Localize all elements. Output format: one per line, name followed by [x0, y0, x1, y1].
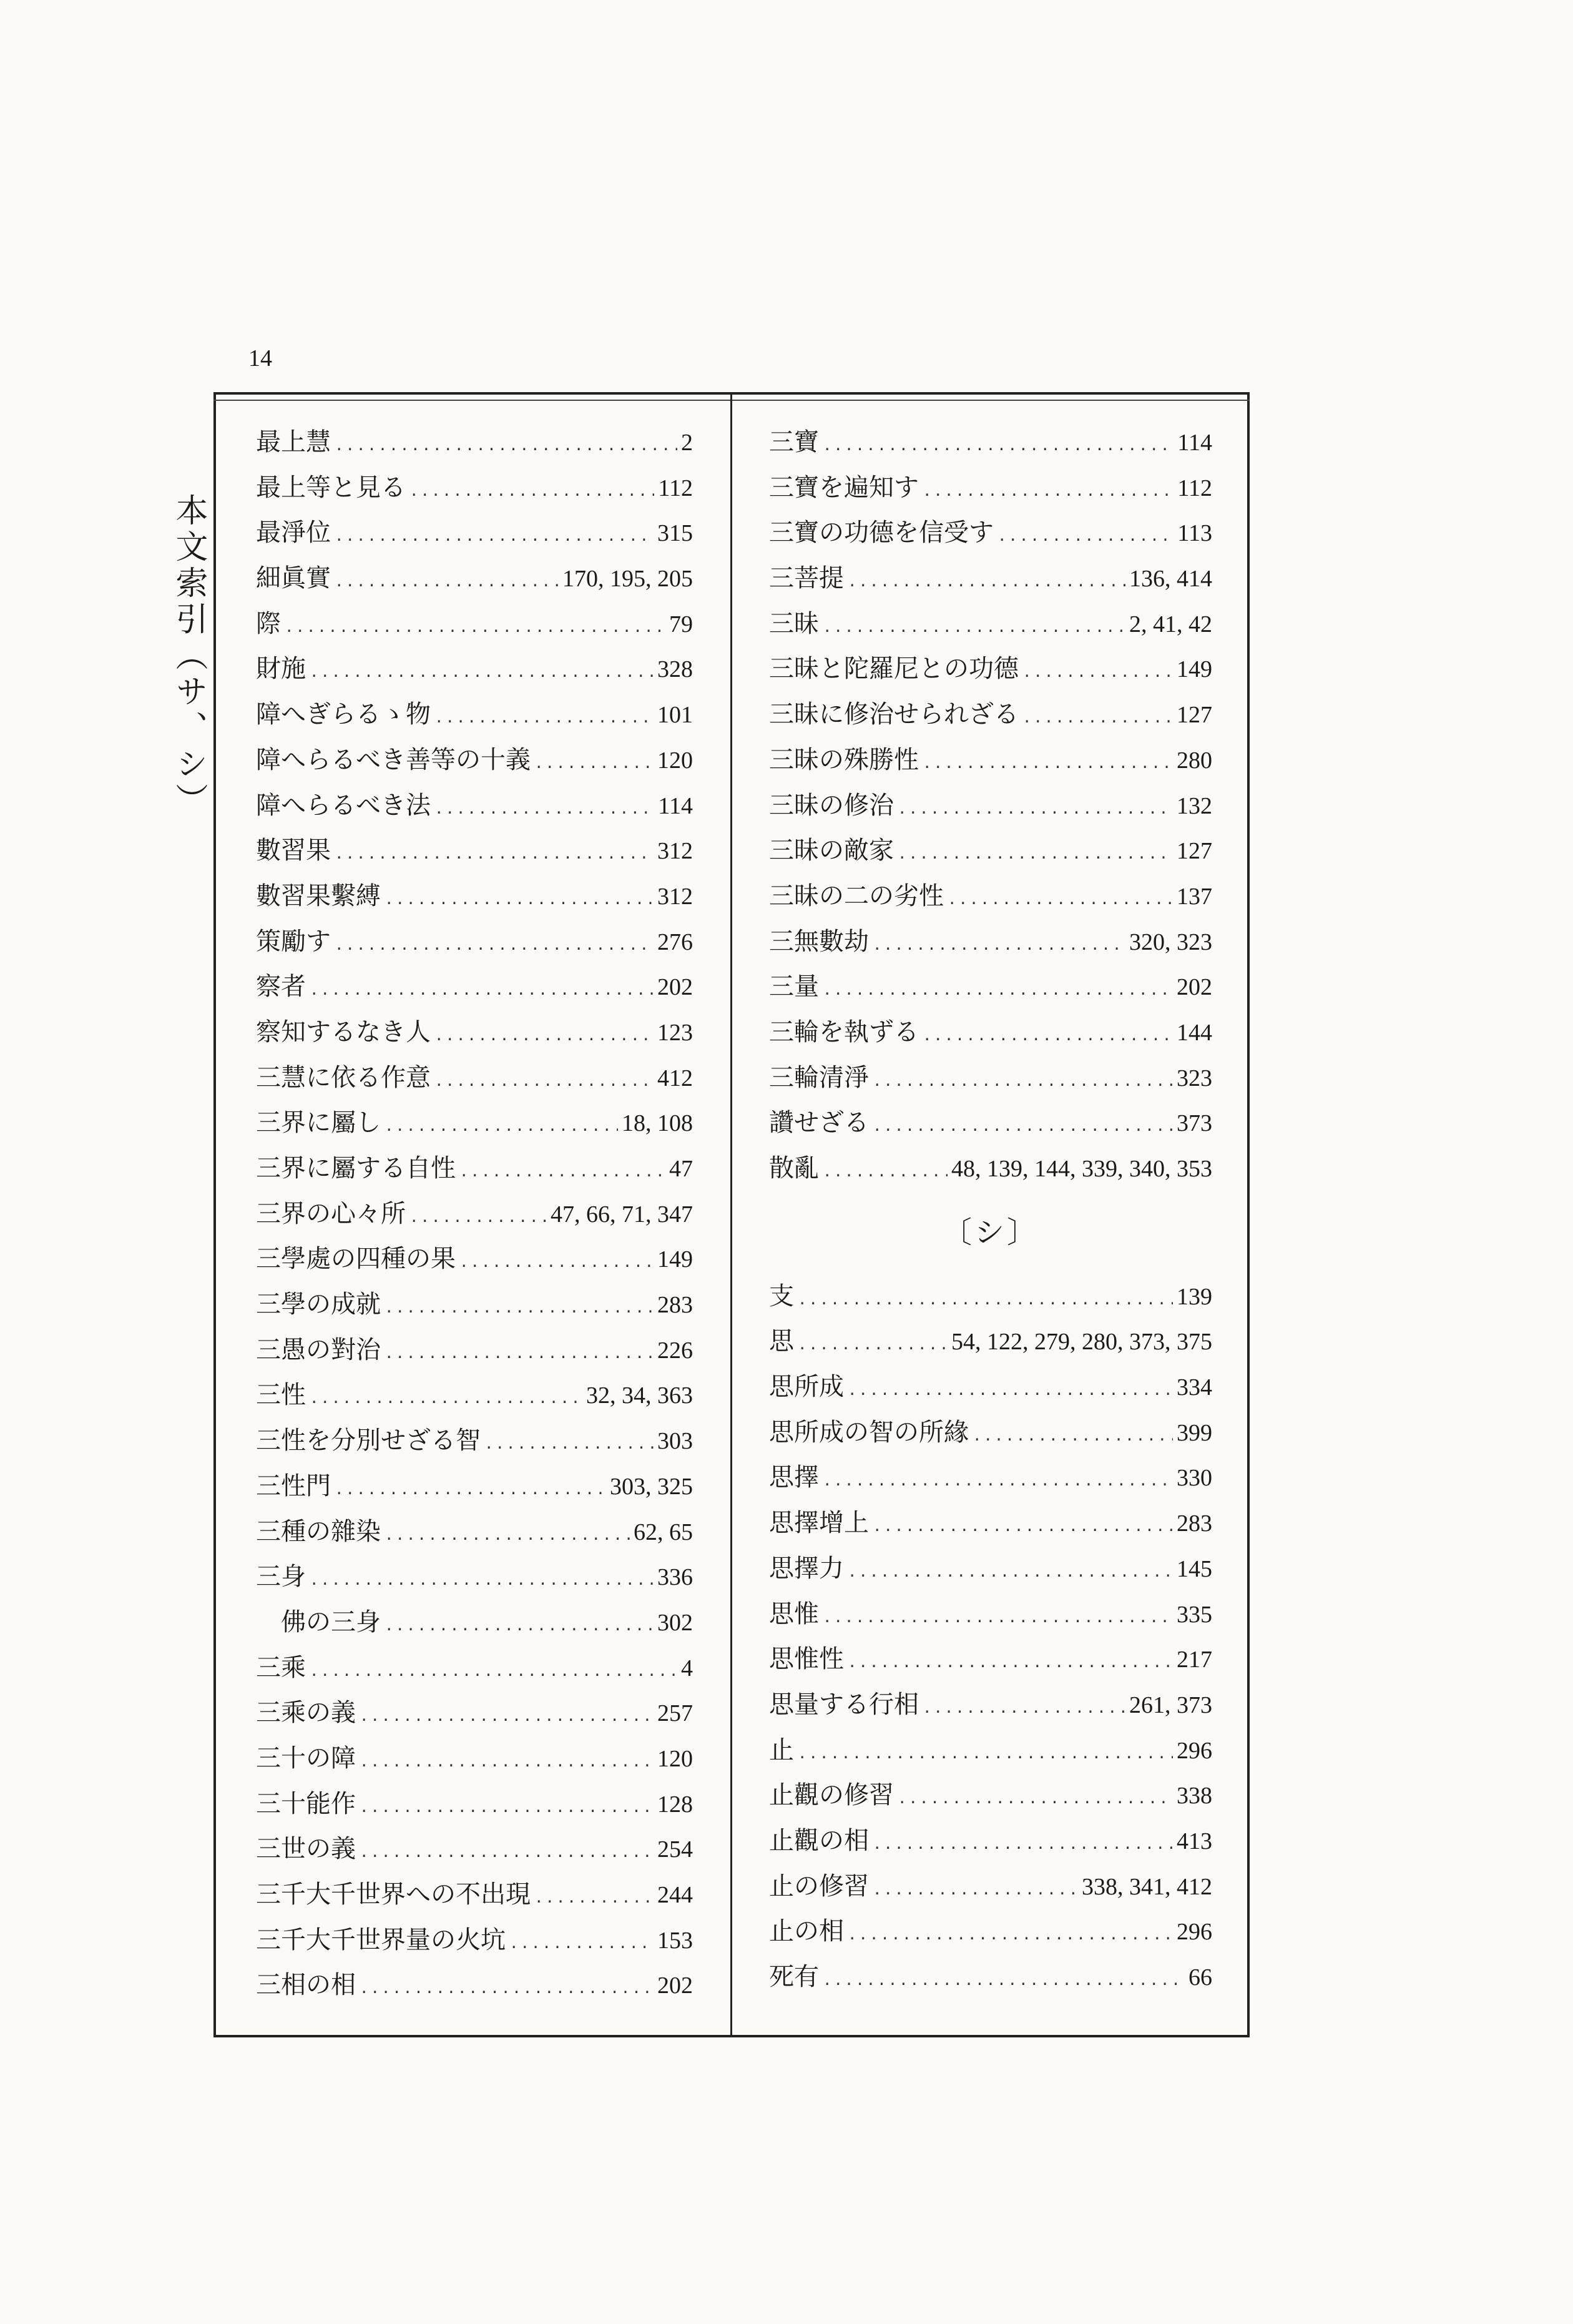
index-entry — [256, 1962, 693, 2008]
index-entry — [256, 601, 693, 647]
dot-leader — [923, 468, 1174, 514]
index-entry — [256, 1055, 693, 1101]
dot-leader — [823, 1149, 948, 1194]
index-entry — [256, 1372, 693, 1418]
index-entry — [256, 1736, 693, 1781]
index-page-numbers: 4 — [681, 1655, 693, 1681]
index-entry — [769, 1319, 1212, 1364]
index-entry — [256, 556, 693, 601]
index-term: 思所成 — [769, 1372, 844, 1402]
index-page-numbers: 320, 323 — [1129, 928, 1212, 955]
index-page-numbers: 47 — [669, 1156, 693, 1182]
index-entry — [769, 1146, 1212, 1191]
dot-leader — [509, 1921, 654, 1966]
index-term: 三學の成就 — [256, 1290, 381, 1319]
index-page-numbers: 244 — [657, 1882, 693, 1908]
index-entry — [256, 783, 693, 829]
index-page-numbers: 338, 341, 412 — [1082, 1873, 1212, 1900]
dot-leader — [948, 877, 1173, 922]
index-page-numbers: 312 — [657, 838, 693, 865]
index-entry — [256, 1509, 693, 1555]
dot-leader — [534, 1875, 654, 1921]
index-entry — [769, 1728, 1212, 1773]
index-entry — [769, 1364, 1212, 1410]
index-page-numbers: 114 — [1177, 430, 1212, 456]
page-number: 14 — [248, 345, 272, 372]
dot-leader — [310, 967, 654, 1013]
dot-leader — [360, 1739, 654, 1785]
index-page-numbers: 283 — [657, 1292, 693, 1319]
index-page-numbers: 334 — [1177, 1374, 1212, 1401]
index-term: 思 — [769, 1327, 794, 1356]
index-page-numbers: 128 — [657, 1791, 693, 1818]
index-entry — [256, 1690, 693, 1736]
index-entry — [256, 510, 693, 556]
dot-leader — [798, 1731, 1173, 1776]
index-page-numbers: 373 — [1177, 1110, 1212, 1137]
index-entry — [256, 1100, 693, 1146]
index-page-numbers: 136, 414 — [1129, 566, 1212, 593]
dot-leader — [798, 1277, 1173, 1322]
dot-leader — [848, 1549, 1173, 1595]
dot-leader — [823, 1957, 1185, 2003]
index-entry — [256, 1600, 693, 1645]
index-entry — [256, 964, 693, 1010]
index-entry — [769, 1010, 1212, 1055]
index-term: 佛の三身 — [281, 1607, 381, 1637]
index-term: 細眞實 — [256, 564, 331, 593]
index-term: 察知するなき人 — [256, 1017, 431, 1046]
dot-leader — [973, 1413, 1173, 1459]
index-term: 止 — [769, 1735, 794, 1765]
dot-leader — [1022, 649, 1173, 695]
index-entry — [256, 828, 693, 874]
index-term: 三學處の四種の果 — [256, 1244, 456, 1274]
dot-leader — [873, 1058, 1173, 1104]
index-page-numbers: 336 — [657, 1564, 693, 1591]
index-term: 際 — [256, 609, 281, 638]
dot-leader — [923, 1685, 1125, 1731]
index-term: 止觀の相 — [769, 1826, 869, 1855]
index-term: 障へらるべき善等の十義 — [256, 745, 531, 774]
index-page-numbers: 112 — [1177, 475, 1212, 501]
index-entry — [256, 1010, 693, 1055]
index-entry — [256, 1918, 693, 1963]
index-entry — [256, 1191, 693, 1237]
index-term: 三愚の對治 — [256, 1335, 381, 1364]
index-entry — [769, 1055, 1212, 1101]
index-term: 三身 — [256, 1562, 306, 1592]
index-term: 三界に屬し — [256, 1108, 381, 1138]
index-page-numbers: 144 — [1177, 1019, 1212, 1046]
index-term: 思惟 — [769, 1599, 819, 1628]
index-entry — [769, 1637, 1212, 1682]
index-term: 死有 — [769, 1962, 819, 1991]
dot-leader — [923, 1013, 1173, 1058]
index-page-numbers: 2, 41, 42 — [1129, 611, 1212, 638]
index-term: 三乘の義 — [256, 1698, 356, 1728]
index-entry — [256, 1645, 693, 1691]
index-term: 支 — [769, 1281, 794, 1311]
index-term: 三千大千世界量の火坑 — [256, 1925, 506, 1954]
index-page-numbers: 170, 195, 205 — [562, 566, 693, 593]
right-column-sa-entries — [769, 420, 1212, 1191]
index-term: 最淨位 — [256, 518, 331, 548]
index-term: 三相の相 — [256, 1971, 356, 2000]
index-page-numbers: 149 — [1177, 656, 1212, 683]
index-page-numbers: 113 — [1177, 520, 1212, 547]
dot-leader — [898, 831, 1173, 877]
index-entry — [769, 1954, 1212, 2000]
index-term: 思惟性 — [769, 1645, 844, 1674]
dot-leader — [873, 1504, 1173, 1549]
index-page-numbers: 303 — [657, 1428, 693, 1455]
dot-leader — [434, 1013, 654, 1058]
index-term: 三性門 — [256, 1471, 331, 1500]
index-term: 障へらるべき法 — [256, 790, 431, 820]
index-term: 思量する行相 — [769, 1690, 919, 1719]
index-entry — [256, 874, 693, 919]
index-page-numbers: 330 — [1177, 1465, 1212, 1492]
index-entry — [769, 1864, 1212, 1909]
index-page-numbers: 153 — [657, 1927, 693, 1954]
dot-leader — [534, 741, 654, 786]
index-entry — [256, 1464, 693, 1509]
index-entry — [769, 1410, 1212, 1455]
index-page-numbers: 303, 325 — [610, 1473, 693, 1500]
index-term: 三十の障 — [256, 1743, 356, 1773]
index-term: 三寶の功德を信受す — [769, 518, 994, 548]
index-term: 障へぎらるゝ物 — [256, 700, 431, 729]
index-page-numbers: 283 — [1177, 1510, 1212, 1537]
index-page-numbers: 328 — [657, 656, 693, 683]
section-heading-shi: 〔シ〕 — [941, 1214, 1039, 1250]
dot-leader — [335, 423, 677, 468]
index-term: 三輪を執ずる — [769, 1017, 919, 1046]
index-term: 數習果繫縛 — [256, 881, 381, 910]
dot-leader — [335, 831, 654, 877]
index-page-numbers: 296 — [1177, 1737, 1212, 1764]
index-entry — [256, 1418, 693, 1464]
index-entry — [769, 737, 1212, 783]
index-term: 思擇 — [769, 1463, 819, 1492]
index-term: 散亂 — [769, 1154, 819, 1183]
index-page-numbers: 217 — [1177, 1647, 1212, 1673]
index-term: 三菩提 — [769, 564, 844, 593]
index-entry — [256, 692, 693, 737]
index-page-numbers: 48, 139, 144, 339, 340, 353 — [951, 1156, 1212, 1182]
index-entry — [256, 420, 693, 465]
index-term: 三昧の二の劣性 — [769, 881, 944, 910]
index-term: 數習果 — [256, 836, 331, 865]
index-entry — [769, 420, 1212, 465]
dot-leader — [360, 1785, 654, 1830]
dot-leader — [823, 967, 1173, 1013]
dot-leader — [385, 1103, 618, 1149]
index-entry — [769, 1818, 1212, 1864]
index-page-numbers: 120 — [657, 1745, 693, 1772]
index-entry — [769, 1546, 1212, 1592]
dot-leader — [873, 922, 1125, 968]
index-term: 止の相 — [769, 1917, 844, 1946]
index-term: 思所成の智の所緣 — [769, 1417, 969, 1447]
index-entry — [769, 783, 1212, 829]
index-page-numbers: 145 — [1177, 1555, 1212, 1582]
index-page-numbers: 54, 122, 279, 280, 373, 375 — [951, 1329, 1212, 1356]
dot-leader — [335, 1467, 606, 1512]
index-page-numbers: 47, 66, 71, 347 — [551, 1201, 693, 1228]
dot-leader — [1022, 695, 1173, 741]
index-page-numbers: 127 — [1177, 702, 1212, 729]
index-term: 三界に屬する自性 — [256, 1154, 456, 1183]
index-term: 三昧の修治 — [769, 790, 894, 820]
index-term: 察者 — [256, 972, 306, 1002]
dot-leader — [335, 513, 654, 559]
right-column-shi-entries — [769, 1274, 1212, 2000]
index-page-numbers: 62, 65 — [634, 1519, 693, 1545]
dot-leader — [873, 1103, 1173, 1149]
index-term: 三量 — [769, 972, 819, 1002]
index-page-numbers: 79 — [669, 611, 693, 638]
index-term: 三千大千世界への不出現 — [256, 1880, 531, 1909]
dot-leader — [848, 1912, 1173, 1957]
index-page-numbers: 338 — [1177, 1783, 1212, 1809]
index-term: 三昧 — [769, 609, 819, 638]
index-term: 三昧と陀羅尼との功德 — [769, 654, 1019, 684]
index-page-numbers: 32, 34, 363 — [586, 1382, 693, 1409]
index-entry — [769, 1274, 1212, 1319]
dot-leader — [898, 1776, 1173, 1821]
index-page-numbers: 123 — [657, 1019, 693, 1046]
dot-leader — [873, 1821, 1173, 1867]
index-term: 三種の雜染 — [256, 1517, 381, 1546]
index-entry — [256, 646, 693, 692]
left-index-column — [256, 420, 693, 2008]
index-page-numbers: 66 — [1188, 1964, 1212, 1991]
dot-leader — [385, 1603, 654, 1648]
dot-leader — [848, 1367, 1173, 1413]
index-page-numbers: 399 — [1177, 1419, 1212, 1446]
index-term: 三世の義 — [256, 1834, 356, 1864]
index-page-numbers: 132 — [1177, 792, 1212, 819]
index-term: 三寶 — [769, 428, 819, 456]
dot-leader — [848, 559, 1125, 604]
index-page-numbers: 280 — [1177, 747, 1212, 774]
index-page-numbers: 202 — [657, 1972, 693, 1999]
index-entry — [769, 510, 1212, 556]
index-term: 三無數劫 — [769, 927, 869, 956]
index-term: 三性を分別せざる智 — [256, 1426, 481, 1455]
index-term: 三性 — [256, 1381, 306, 1410]
dot-leader — [484, 1421, 654, 1467]
index-entry — [769, 556, 1212, 601]
dot-leader — [823, 604, 1125, 650]
index-page-numbers: 335 — [1177, 1601, 1212, 1628]
dot-leader — [310, 1557, 654, 1603]
index-entry — [256, 1282, 693, 1327]
index-entry — [769, 828, 1212, 874]
dot-leader — [335, 559, 559, 604]
index-term: 三十能作 — [256, 1789, 356, 1818]
dot-leader — [873, 1867, 1078, 1913]
index-term: 最上慧 — [256, 428, 331, 456]
dot-leader — [798, 1322, 948, 1367]
index-page-numbers: 312 — [657, 883, 693, 910]
index-entry — [256, 1236, 693, 1282]
dot-leader — [823, 1595, 1173, 1640]
dot-leader — [360, 1693, 654, 1739]
index-page-numbers: 149 — [657, 1246, 693, 1273]
index-entry — [769, 919, 1212, 965]
index-entry — [256, 737, 693, 783]
index-term: 財施 — [256, 654, 306, 684]
index-page-numbers: 413 — [1177, 1828, 1212, 1854]
index-entry — [769, 465, 1212, 511]
index-page-numbers: 202 — [1177, 974, 1212, 1001]
dot-leader — [385, 1331, 654, 1376]
index-entry — [769, 1592, 1212, 1637]
index-entry — [256, 1872, 693, 1918]
index-entry — [769, 964, 1212, 1010]
index-page-numbers: 137 — [1177, 883, 1212, 910]
dot-leader — [335, 922, 654, 968]
index-entry — [256, 1327, 693, 1373]
index-page-numbers: 257 — [657, 1700, 693, 1727]
index-entry — [256, 1781, 693, 1827]
dot-leader — [823, 423, 1174, 468]
index-page-numbers: 276 — [657, 928, 693, 955]
index-entry — [769, 692, 1212, 737]
index-entry — [769, 1455, 1212, 1500]
index-term: 三昧の敵家 — [769, 836, 894, 865]
index-term: 三慧に依る作意 — [256, 1063, 431, 1092]
dot-leader — [385, 1512, 630, 1558]
index-page-numbers: 254 — [657, 1836, 693, 1863]
dot-leader — [923, 741, 1173, 786]
index-term: 思擇力 — [769, 1553, 844, 1583]
index-term: 三昧の殊勝性 — [769, 745, 919, 774]
index-term: 讚せざる — [769, 1108, 869, 1138]
dot-leader — [459, 1239, 654, 1285]
dot-leader — [997, 513, 1174, 559]
dot-leader — [434, 786, 654, 832]
dot-leader — [285, 604, 665, 650]
dot-leader — [310, 1376, 582, 1421]
index-entry — [256, 465, 693, 511]
dot-leader — [360, 1829, 654, 1875]
index-page-numbers: 120 — [657, 747, 693, 774]
index-term: 止の修習 — [769, 1871, 869, 1901]
index-entry — [769, 874, 1212, 919]
index-page-numbers: 101 — [657, 702, 693, 729]
index-term: 三乘 — [256, 1653, 306, 1682]
index-page-numbers: 261, 373 — [1129, 1691, 1212, 1718]
index-entry — [256, 1826, 693, 1872]
dot-leader — [385, 877, 654, 922]
dot-leader — [409, 1194, 547, 1240]
index-page-numbers: 296 — [1177, 1919, 1212, 1946]
index-term: 三寶を遍知す — [769, 473, 919, 502]
index-page-numbers: 202 — [657, 974, 693, 1001]
index-entry — [769, 1500, 1212, 1546]
dot-leader — [310, 1648, 677, 1694]
index-term: 止觀の修習 — [769, 1781, 894, 1810]
index-entry — [256, 919, 693, 965]
index-entry — [256, 1554, 693, 1600]
column-divider — [730, 392, 732, 2037]
index-page-numbers: 112 — [658, 475, 693, 501]
dot-leader — [898, 786, 1173, 832]
index-page-numbers: 302 — [657, 1609, 693, 1636]
index-page-numbers: 226 — [657, 1337, 693, 1364]
index-page-numbers: 2 — [681, 430, 693, 456]
index-page-numbers: 412 — [657, 1065, 693, 1091]
index-entry — [256, 1146, 693, 1191]
index-page-numbers: 315 — [657, 520, 693, 547]
index-page-numbers: 323 — [1177, 1065, 1212, 1091]
index-entry — [769, 601, 1212, 647]
index-page-numbers: 139 — [1177, 1283, 1212, 1310]
index-page-numbers: 114 — [658, 792, 693, 819]
index-page-numbers: 127 — [1177, 838, 1212, 865]
dot-leader — [360, 1966, 654, 2011]
dot-leader — [848, 1640, 1173, 1685]
dot-leader — [434, 1058, 654, 1104]
index-term: 最上等と見る — [256, 473, 406, 502]
index-entry — [769, 1773, 1212, 1818]
index-entry — [769, 646, 1212, 692]
index-entry — [769, 1909, 1212, 1954]
dot-leader — [385, 1285, 654, 1331]
index-term: 策勵す — [256, 927, 331, 956]
dot-leader — [434, 695, 654, 741]
index-term: 三昧に修治せられざる — [769, 700, 1019, 729]
dot-leader — [409, 468, 654, 514]
right-index-column — [769, 420, 1212, 2000]
dot-leader — [310, 649, 654, 695]
index-entry — [769, 1100, 1212, 1146]
index-entry — [769, 1682, 1212, 1728]
index-term: 三界の心々所 — [256, 1199, 406, 1228]
dot-leader — [823, 1458, 1173, 1504]
dot-leader — [459, 1149, 665, 1194]
side-index-label: 本文索引（サ、シ） — [170, 493, 207, 819]
index-term: 思擇增上 — [769, 1509, 869, 1538]
index-page-numbers: 18, 108 — [622, 1110, 693, 1137]
index-term: 三輪清淨 — [769, 1063, 869, 1092]
